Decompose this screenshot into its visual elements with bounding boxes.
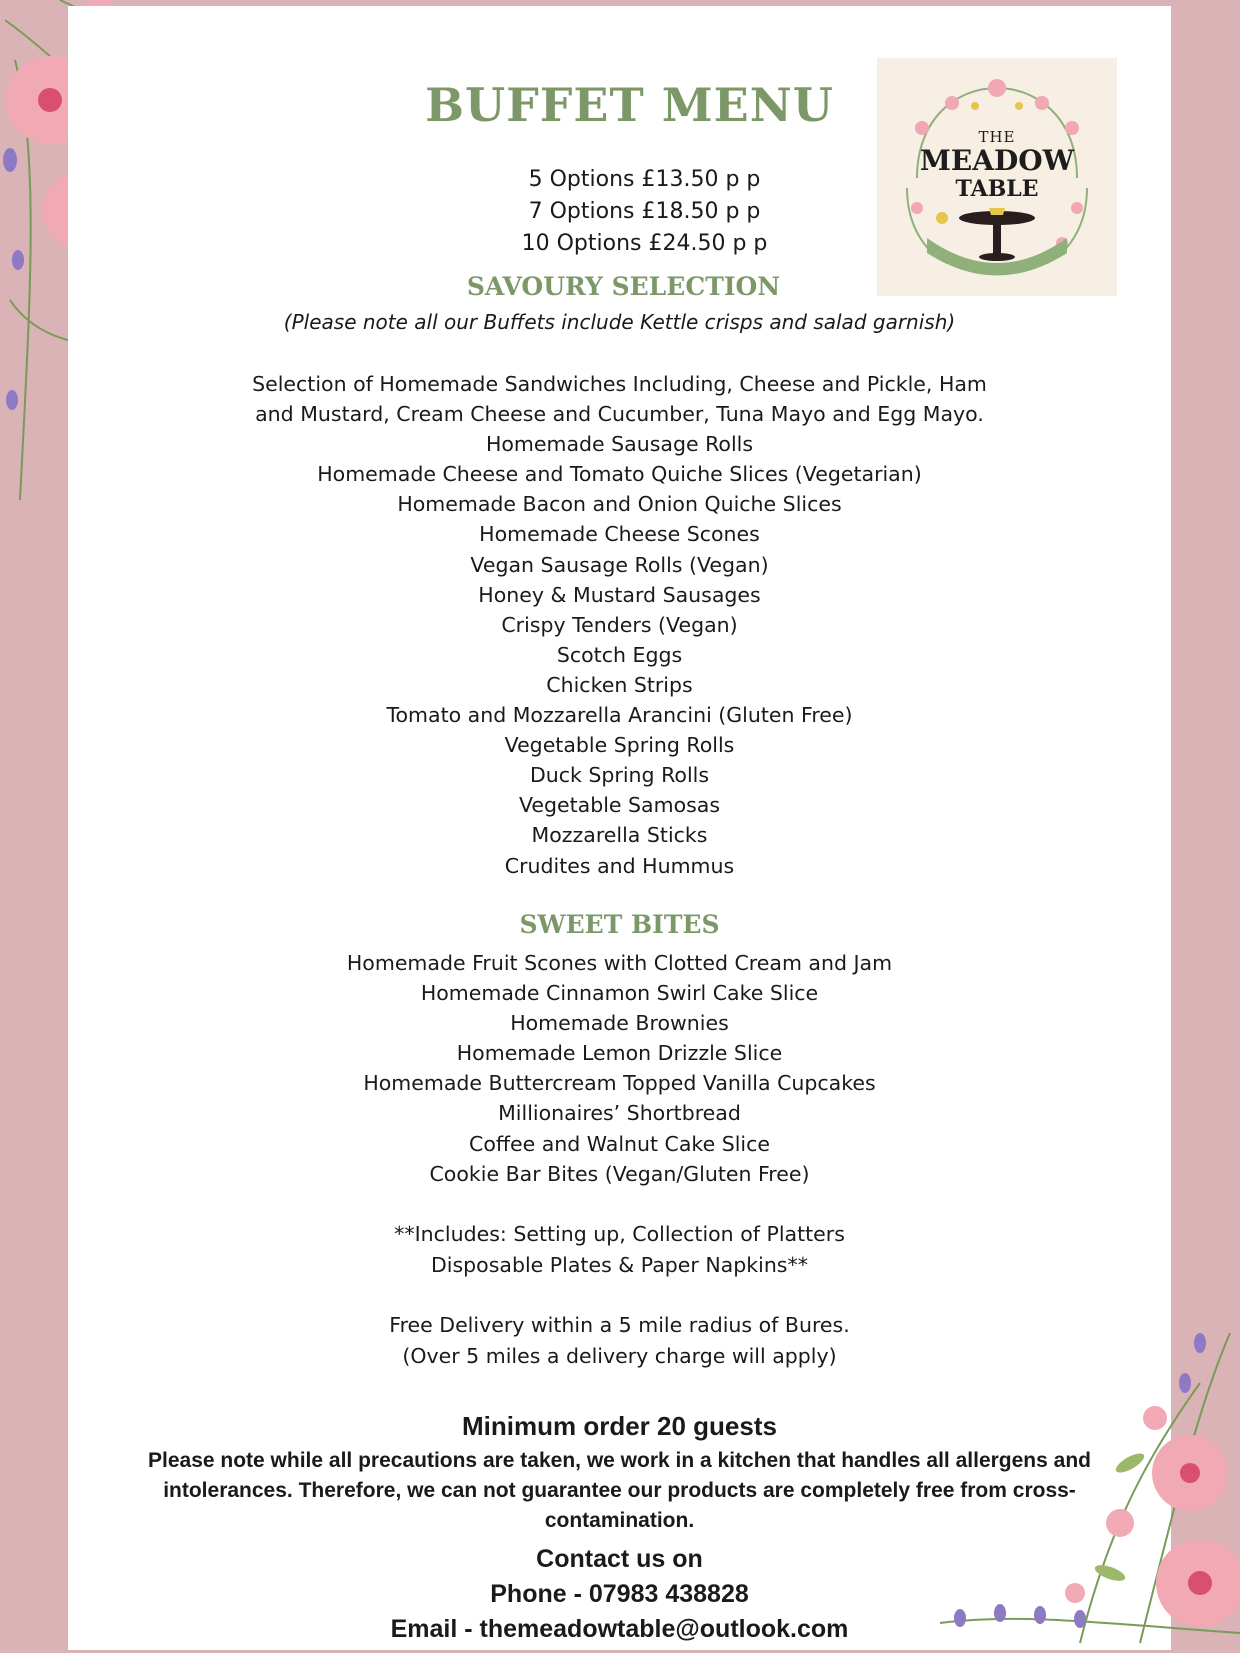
includes-note [68,1219,1171,1280]
list-item: Homemade Bacon and Onion Quiche Slices [397,492,842,517]
list-item: Homemade Cinnamon Swirl Cake Slice [420,981,819,1006]
allergen-note: Please note while all precautions are taken, we work in a kitchen that handles all allergens and intolerances. Therefore, we can not guarantee our products are completely free from cross-contamination. [148,1449,1091,1532]
price-option: 7 Options £18.50 p p [528,199,761,224]
list-item: Cookie Bar Bites (Vegan/Gluten Free) [429,1161,810,1186]
includes-line: **Includes: Setting up, Collection of Platters [394,1222,845,1246]
page-title: BUFFET MENU [425,78,834,132]
delivery-line: Free Delivery within a 5 mile radius of Bures. [389,1313,850,1337]
minimum-order: Minimum order 20 guests [462,1411,777,1441]
list-item: Homemade Lemon Drizzle Slice [456,1041,783,1066]
logo-line-the: THE [978,128,1016,146]
list-item: Coffee and Walnut Cake Slice [469,1131,770,1156]
list-item: Crispy Tenders (Vegan) [501,612,738,637]
floral-corner-bottom-right-icon [900,1323,1240,1653]
sweet-list [68,948,1171,1189]
list-item: Duck Spring Rolls [529,763,710,788]
list-item: and Mustard, Cream Cheese and Cucumber, Tuna Mayo and Egg Mayo. [255,402,984,427]
list-item: Tomato and Mozzarella Arancini (Gluten Free) [386,703,853,728]
list-item: Homemade Buttercream Topped Vanilla Cupcakes [363,1071,876,1096]
includes-line: Disposable Plates & Paper Napkins** [431,1252,808,1277]
list-item: Scotch Eggs [556,642,683,667]
meadow-table-logo [877,58,1117,296]
list-item: Crudites and Hummus [504,853,735,878]
list-item: Vegetable Samosas [518,793,721,818]
contact-email: Email - themeadowtable@outlook.com [390,1615,849,1643]
list-item: Honey & Mustard Sausages [478,582,761,607]
list-item: Selection of Homemade Sandwiches Including, Cheese and Pickle, Ham [252,372,987,396]
sweet-heading: SWEET BITES [519,910,720,939]
price-option: 5 Options £13.50 p p [528,167,761,192]
list-item: Homemade Cheese Scones [479,522,760,547]
contact-phone: Phone - 07983 438828 [490,1580,749,1608]
contact-heading: Contact us on [536,1545,703,1573]
list-item: Mozzarella Sticks [531,823,708,848]
logo-line-table: TABLE [955,176,1039,202]
list-item: Homemade Brownies [510,1011,729,1036]
list-item: Homemade Sausage Rolls [485,432,754,457]
list-item: Homemade Fruit Scones with Clotted Cream and Jam [346,951,893,975]
list-item: Vegetable Spring Rolls [504,733,735,758]
logo-line-meadow: MEADOW [919,144,1075,177]
delivery-line: (Over 5 miles a delivery charge will apply) [402,1343,837,1368]
list-item: Homemade Cheese and Tomato Quiche Slices (Vegetarian) [317,462,922,487]
savoury-heading: SAVOURY SELECTION [466,272,781,301]
savoury-list [68,369,1171,881]
list-item: Chicken Strips [546,672,693,697]
price-option: 10 Options £24.50 p p [521,231,768,256]
list-item: Vegan Sausage Rolls (Vegan) [470,552,769,577]
savoury-note: (Please note all our Buffets include Kettle crisps and salad garnish) [283,310,956,334]
list-item: Millionaires’ Shortbread [498,1101,741,1126]
